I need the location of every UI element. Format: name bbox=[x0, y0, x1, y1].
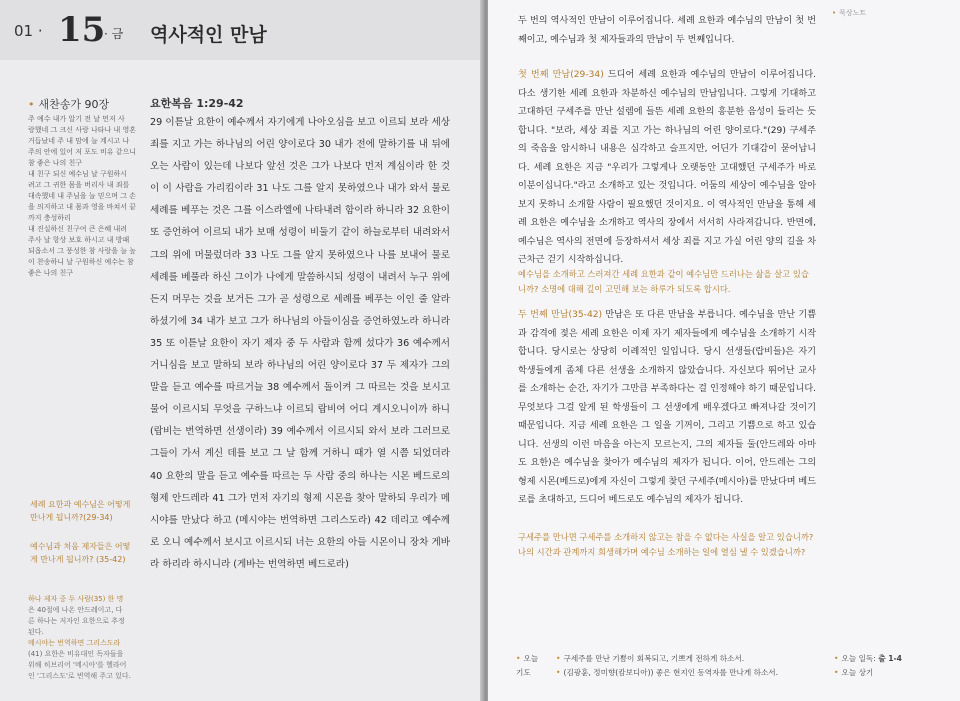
second-reading-label: 오늘 상기 bbox=[841, 668, 874, 677]
page-title: 역사적인 만남 bbox=[150, 24, 267, 46]
hymn-line: 주의 안에 있어 저 포도 비유 같으니 bbox=[28, 148, 137, 156]
prayer-label-text: 오늘 기도 bbox=[516, 654, 539, 677]
hymn-line: 내 진실하신 친구여 큰 은혜 내려 bbox=[28, 225, 128, 233]
hymn-line: 랑했네 그 크신 사랑 나타나 내 영혼 bbox=[28, 126, 137, 134]
prayer-lines bbox=[556, 652, 846, 680]
note-tag: • 묵상노트 bbox=[832, 9, 867, 17]
section-1-label: 첫 번째 만남(29-34) bbox=[518, 70, 604, 80]
prayer-line-text: (김광훈, 정미향(캄보디아)) 좋은 현지인 동역자를 만나게 하소서. bbox=[563, 668, 779, 677]
hymn-line: 내 친구 되신 예수님 날 구원하시 bbox=[28, 170, 128, 178]
hymn-line: 좋은 나의 친구 bbox=[28, 269, 74, 277]
glossary-line: 하나 제자 중 두 사람(35) 한 명 bbox=[28, 595, 124, 603]
reflection-2: 구세주를 만나면 구세주를 소개하지 않고는 참을 수 없다는 사실을 알고 있습니까? 나의 시간과 관계까지 희생해가며 예수님 소개하는 일에 열심 낼 수 있겠습니까? bbox=[518, 532, 814, 557]
intro-paragraph: 두 번의 역사적인 만남이 이루어집니다. 세례 요한과 예수님의 만남이 첫 번째이고, 예수님과 첫 제자들과의 만남이 두 번째입니다. bbox=[518, 16, 816, 45]
question-1: 세례 요한과 예수님은 어떻게 만나게 됩니까?(29-34) bbox=[30, 500, 131, 522]
hymn-line: 주 예수 내가 알기 전 날 먼저 사 bbox=[28, 115, 125, 123]
prayer-label: • 오늘 기도 bbox=[516, 654, 539, 677]
section-1-text: 드디어 세례 요한과 예수님의 만남이 이루어집니다. 다소 생기한 세례 요한과 차분하신 예수님의 만남입니다. 그렇게 기대하고 고대하던 구세주를 만난 설렘에 들뜬 세례 요한의 흥분한 음성이 들리는 듯합니다. "보라, 세상 죄를 지고 가는 하나님의 어린 양이로다."(29) 구세주의 죽음을 암시하니 내용은 심각하고 슬프지만, 어딘가 기대감이 묻어납니다. 세례 요한은 지금 "우리가 그렇게나 오랫동안 고대했던 구세주가 바로 이분이십니다."라고 소개하고 있는 것입니다. 어둠의 세상이 예수님을 알아보지 못하니 소개할 사람이 필요했던 것이지요. 이 역사적인 만남을 통해 세례 요한은 예수님을 소개하고 역사의 장에서 서서히 사라져갑니다. 반면에, 예수님은 역사의 전면에 등장하셔서 세상 죄를 지고 가실 어린 양의 길을 차근차근 걷기 시작하십니다. bbox=[518, 70, 816, 265]
hymn-line: 거듭났네 주 내 맘에 늘 계시고 나 bbox=[28, 137, 130, 145]
hymn-line: 되옵소서 그 풍성한 참 사랑을 늘 높 bbox=[28, 247, 137, 255]
month-number: 01 · bbox=[14, 22, 43, 40]
section-2-text: 만남은 또 다른 만남을 부릅니다. 예수님을 만난 기쁨과 감격에 젖은 세례 요한은 이제 자기 제자들에게 예수님을 소개하기 시작합니다. 당시로는 상당히 이례적인 일입니다. 당시 선생들(랍비들)은 자기 학생들에게 좀체 다른 선생을 소개하지 않았습니다. 자신보다 뛰어난 교사를 소개하는 순간, 자기가 그만큼 부족하다는 걸 인정해야 하기 때문입니다. 무엇보다 그걸 알게 된 학생들이 그 선생에게 배우겠다고 빠져나갈 것이기 때문입니다. 지금 세례 요한은 그 일을 기꺼이, 그리고 기쁨으로 하고 있습니다. 선생의 이런 마음을 아는지 모르는지, 그의 제자들 둘(안드레와 아마도 요한)은 예수님을 찾아가 예수님의 제자가 됩니다. 이어, 안드레는 그의 형제 시몬(베드로)에게 자신이 그렇게 찾던 구세주(메시아)를 만났다며 베드로를 초대하고, 드디어 베드로도 예수님의 제자가 됩니다. bbox=[518, 310, 816, 505]
weekday: · 금 bbox=[104, 27, 124, 41]
daily-reading-label: 오늘 일독: bbox=[841, 654, 879, 663]
page-header bbox=[0, 0, 484, 60]
glossary bbox=[28, 594, 138, 682]
prayer-line: • 구세주를 만난 기쁨이 회복되고, 기쁘게 전하게 하소서. bbox=[556, 654, 745, 663]
glossary-line: 인 '그리스도'로 번역해 주고 있다. bbox=[28, 672, 131, 680]
glossary-line: 된다. bbox=[28, 628, 44, 636]
hymn-line: 주사 날 항상 보호 하시고 내 방패 bbox=[28, 236, 130, 244]
day-number: 15 bbox=[58, 10, 106, 50]
second-reading: • 오늘 상기 bbox=[834, 668, 874, 677]
prayer-line: • (김광훈, 정미향(캄보디아)) 좋은 현지인 동역자를 만나게 하소서. bbox=[556, 668, 779, 677]
section-2-label: 두 번째 만남(35-42) bbox=[518, 310, 603, 320]
glossary-line: 른 하나는 저자인 요한으로 추정 bbox=[28, 617, 125, 625]
section-2 bbox=[518, 306, 816, 510]
glossary-line: 위해 히브리어 '메시아'를 헬라어 bbox=[28, 661, 127, 669]
scripture-text: 29 이튿날 요한이 예수께서 자기에게 나아오심을 보고 이르되 보라 세상 죄를 지고 가는 하나님의 어린 양이로다 30 내가 전에 말하기를 내 뒤에 오는 사람이 있는데 나보다 앞선 것은 그가 나보다 먼저 계심이라 한 것이 이 사람을 가리킴이라 31 나도 그를 알지 못하였으나 내가 와서 물로 세례를 베푸는 것은 그를 이스라엘에 나타내려 함이라 하니라 32 요한이 또 증언하여 이르되 내가 보매 성령이 비둘기 같이 하늘로부터 내려와서 그의 위에 머물렀더라 33 나도 그를 알지 못하였으나 나를 보내어 물로 세례를 베풀라 하신 그이가 나에게 말씀하시되 성령이 내려서 누구 위에든지 머무는 것을 보거든 그가 곧 성령으로 세례를 베푸는 이인 줄 알라 하셨기에 34 내가 보고 그가 하나님의 아들이심을 증언하였노라 하니라 35 또 이튿날 요한이 자기 제자 중 두 사람과 함께 섰다가 36 예수께서 거니심을 보고 말하되 보라 하나님의 어린 양이로다 37 두 제자가 그의 말을 듣고 예수를 따르거늘 38 예수께서 돌이켜 그 따르는 것을 보시고 물어 이르시되 무엇을 구하느냐 이르되 랍비여 어디 계시오니이까 하니 (랍비는 번역하면 선생이라) 39 예수께서 이르시되 와서 보라 그러므로 그들이 가서 계신 데를 보고 그 날 함께 거하니 때가 열 시쯤 되었더라 40 요한의 말을 듣고 예수를 따르는 두 사람 중의 하나는 시몬 베드로의 형제 안드레라 41 그가 먼저 자기의 형제 시몬을 찾아 말하되 우리가 메시야를 만났다 하고 (메시야는 번역하면 그리스도라) 42 데리고 예수께로 오니 예수께서 보시고 이르시되 너는 요한의 아들 시몬이니 장차 게바라 하리라 하시니라 (게바는 번역하면 베드로라) bbox=[150, 117, 450, 570]
glossary-line: (41) 요한은 비유대인 독자들을 bbox=[28, 650, 124, 658]
hymn-lyrics bbox=[28, 114, 138, 279]
hymn-line: 까지 충성하리 bbox=[28, 214, 71, 222]
hymn-line: 대속했네 내 주님을 늘 믿으며 그 손 bbox=[28, 192, 137, 200]
scripture-reference: 요한복음 1:29-42 bbox=[150, 97, 244, 110]
hymn-line: 이 찬송하니 날 구원하신 예수는 참 bbox=[28, 258, 134, 266]
daily-reading-value: 출 1-4 bbox=[878, 654, 902, 663]
right-page bbox=[488, 0, 960, 701]
question-2: 예수님과 처음 제자들은 어떻게 만나게 됩니까? (35-42) bbox=[30, 542, 131, 564]
hymn-line: 을 의지하고 내 몸과 영을 바쳐서 끝 bbox=[28, 203, 137, 211]
reflection-1: 예수님을 소개하고 스러져간 세례 요한과 같이 예수님만 드러나는 삶을 살고 있습니까? 소명에 대해 깊이 고민해 보는 하루가 되도록 합시다. bbox=[518, 269, 809, 294]
prayer-line-text: 구세주를 만난 기쁨이 회복되고, 기쁘게 전하게 하소서. bbox=[563, 654, 745, 663]
hymn-line: 참 좋은 나의 친구 bbox=[28, 159, 83, 167]
note-tag-label: 묵상노트 bbox=[839, 9, 867, 17]
glossary-line: 은 40절에 나온 안드레이고, 다 bbox=[28, 606, 123, 614]
section-1 bbox=[518, 66, 816, 270]
glossary-line: 메시야는 번역하면 그리스도라 bbox=[28, 639, 121, 647]
daily-reading: • 오늘 일독: 출 1-4 bbox=[834, 654, 902, 663]
reading-section bbox=[834, 652, 902, 680]
hymn-line: 려고 그 귀한 몸을 버리사 내 죄를 bbox=[28, 181, 130, 189]
hymn-title: • 새찬송가 90장 bbox=[28, 96, 109, 112]
